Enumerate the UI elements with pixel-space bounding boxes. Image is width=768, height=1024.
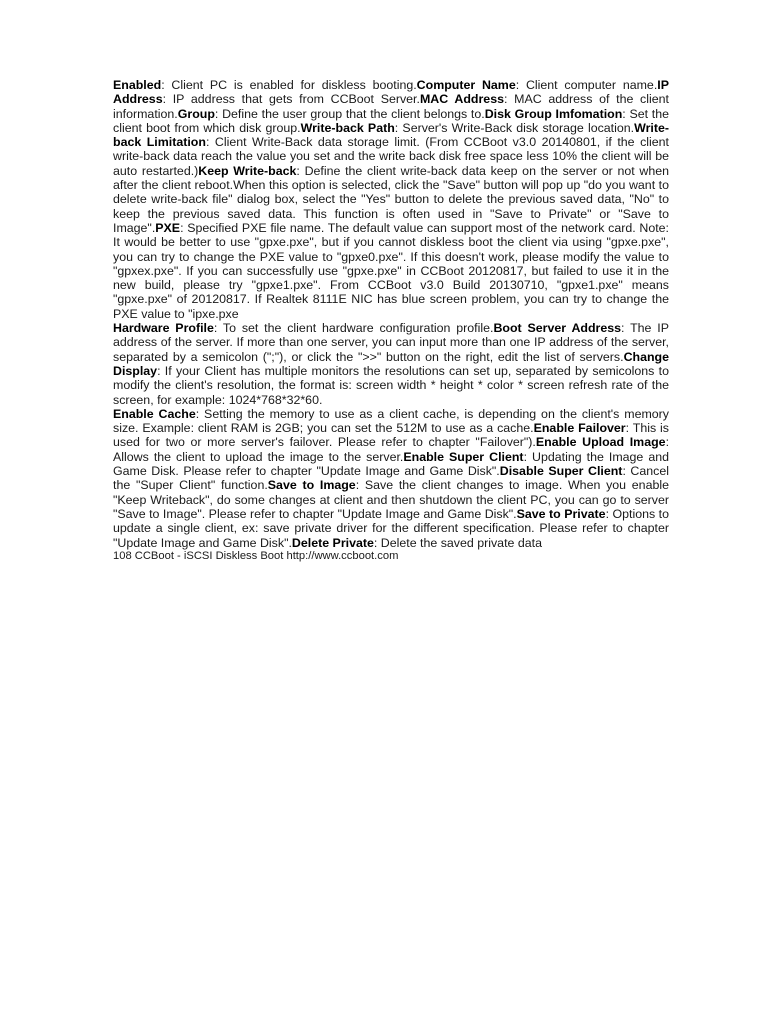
term-description: : Server's Write-Back disk storage location. — [394, 120, 635, 135]
page-footer: 108 CCBoot - iSCSI Diskless Boot http://www.ccboot.com — [113, 549, 399, 562]
term-description: : The IP address of the server. If more than one server, you can input more than one IP address of the server, separated by a semicolon (";"), or click the ">>" button on the right, edit the list of servers. — [113, 321, 669, 364]
term-label: Enable Super Client — [403, 449, 524, 464]
term-label: Boot Server Address — [493, 321, 622, 336]
term-label: Disk Group Imfomation — [484, 106, 623, 121]
term-description: : If your Client has multiple monitors the resolutions can set up, separated by semicolons to modify the client's resolution, the format is: screen width * height * color * screen refresh rate of the screen, for example: 1024*768*32*60. — [113, 363, 669, 407]
term-label: Change Display — [113, 349, 669, 378]
paragraph-hardware-profile — [113, 321, 669, 407]
term-label: Save to Private — [516, 506, 606, 521]
term-description: : IP address that gets from CCBoot Server. — [162, 92, 420, 107]
term-description: : Define the client write-back data keep on the server or not when after the client reboot.When this option is selected, click the "Save" button will pop up "do you want to delete write-back file" dialog box, select the "Yes" button to delete the previous saved data, "No" to keep the previous saved data. This function is often used in "Save to Private" or "Save to Image". — [113, 163, 669, 235]
term-description: : Set the client boot from which disk group. — [113, 106, 669, 135]
term-label: Enabled — [113, 78, 162, 92]
term-description: : Updating the Image and Game Disk. Please refer to chapter "Update Image and Game Disk". — [113, 449, 670, 479]
term-description: : MAC address of the client information. — [113, 92, 669, 121]
term-label: Enable Upload Image — [535, 435, 666, 450]
term-label: Computer Name — [416, 78, 516, 92]
term-description: : Client PC is enabled for diskless booting. — [161, 78, 417, 92]
document-body — [113, 78, 669, 563]
term-label: Delete Private — [291, 535, 374, 550]
term-description: : Setting the memory to use as a client cache, is depending on the client's memory size. Example: client RAM is 2GB; you can set the 512M to use as a cache. — [113, 406, 669, 436]
term-description: : Specified PXE file name. The default value can support most of the network card. Note: It would be better to use "gpxe.pxe", but if you cannot diskless boot the client via using "gpxe.pxe", you can try to change the PXE value to "gpxe0.pxe". If this doesn't work, please modify the value to "gpxex.pxe". If you can successfully use "gpxe.pxe" in CCBoot 20120817, but failed to use it in the new build, please try "gpxe1.pxe". From CCBoot v3.0 Build 20130710, "gpxe1.pxe" means "gpxe.pxe" of 20120817. If Realtek 8111E NIC has blue screen problem, you can try to change the PXE value to "ipxe.pxe — [113, 220, 669, 321]
term-description: : This is used for two or more server's failover. Please refer to chapter "Failover"). — [113, 421, 669, 450]
term-description: : Client computer name. — [515, 78, 658, 92]
term-label: Disable Super Client — [499, 464, 623, 479]
term-description: : Define the user group that the client belongs to. — [214, 106, 485, 121]
term-label: Keep Write-back — [198, 163, 297, 178]
term-label: Enable Cache — [113, 406, 196, 421]
term-label: PXE — [155, 220, 181, 235]
term-description: : Options to update a single client, ex: save private driver for the different specification. Please refer to chapter "Update Image and Game Disk". — [113, 506, 669, 550]
term-description: : Client Write-Back data storage limit. (From CCBoot v3.0 20140801, if the client write-back data reach the value you set and the write back disk free space less 10% the client will be auto restarted.) — [113, 135, 669, 178]
term-label: Write-back Limitation — [113, 120, 669, 150]
term-label: MAC Address — [419, 92, 504, 107]
paragraph-cache-and-image — [113, 407, 669, 550]
term-description: : Allows the client to upload the image to the server. — [113, 435, 670, 464]
term-description: : Save the client changes to image. When you enable "Keep Writeback", do some changes at client and then shutdown the client PC, you can go to server "Save to Image". Please refer to chapter "Update Image and Game Disk". — [113, 478, 669, 521]
term-label: IP Address — [113, 78, 669, 107]
term-description: : Delete the saved private data — [373, 535, 542, 550]
term-label: Save to Image — [267, 478, 356, 493]
term-label: Group — [177, 106, 215, 121]
paragraph-client-settings — [113, 78, 669, 321]
term-label: Write-back Path — [300, 120, 395, 135]
term-label: Hardware Profile — [113, 321, 214, 336]
term-description: : To set the client hardware configuration profile. — [213, 321, 494, 336]
term-description: : Cancel the "Super Client" function. — [113, 464, 669, 493]
term-label: Enable Failover — [533, 421, 626, 436]
